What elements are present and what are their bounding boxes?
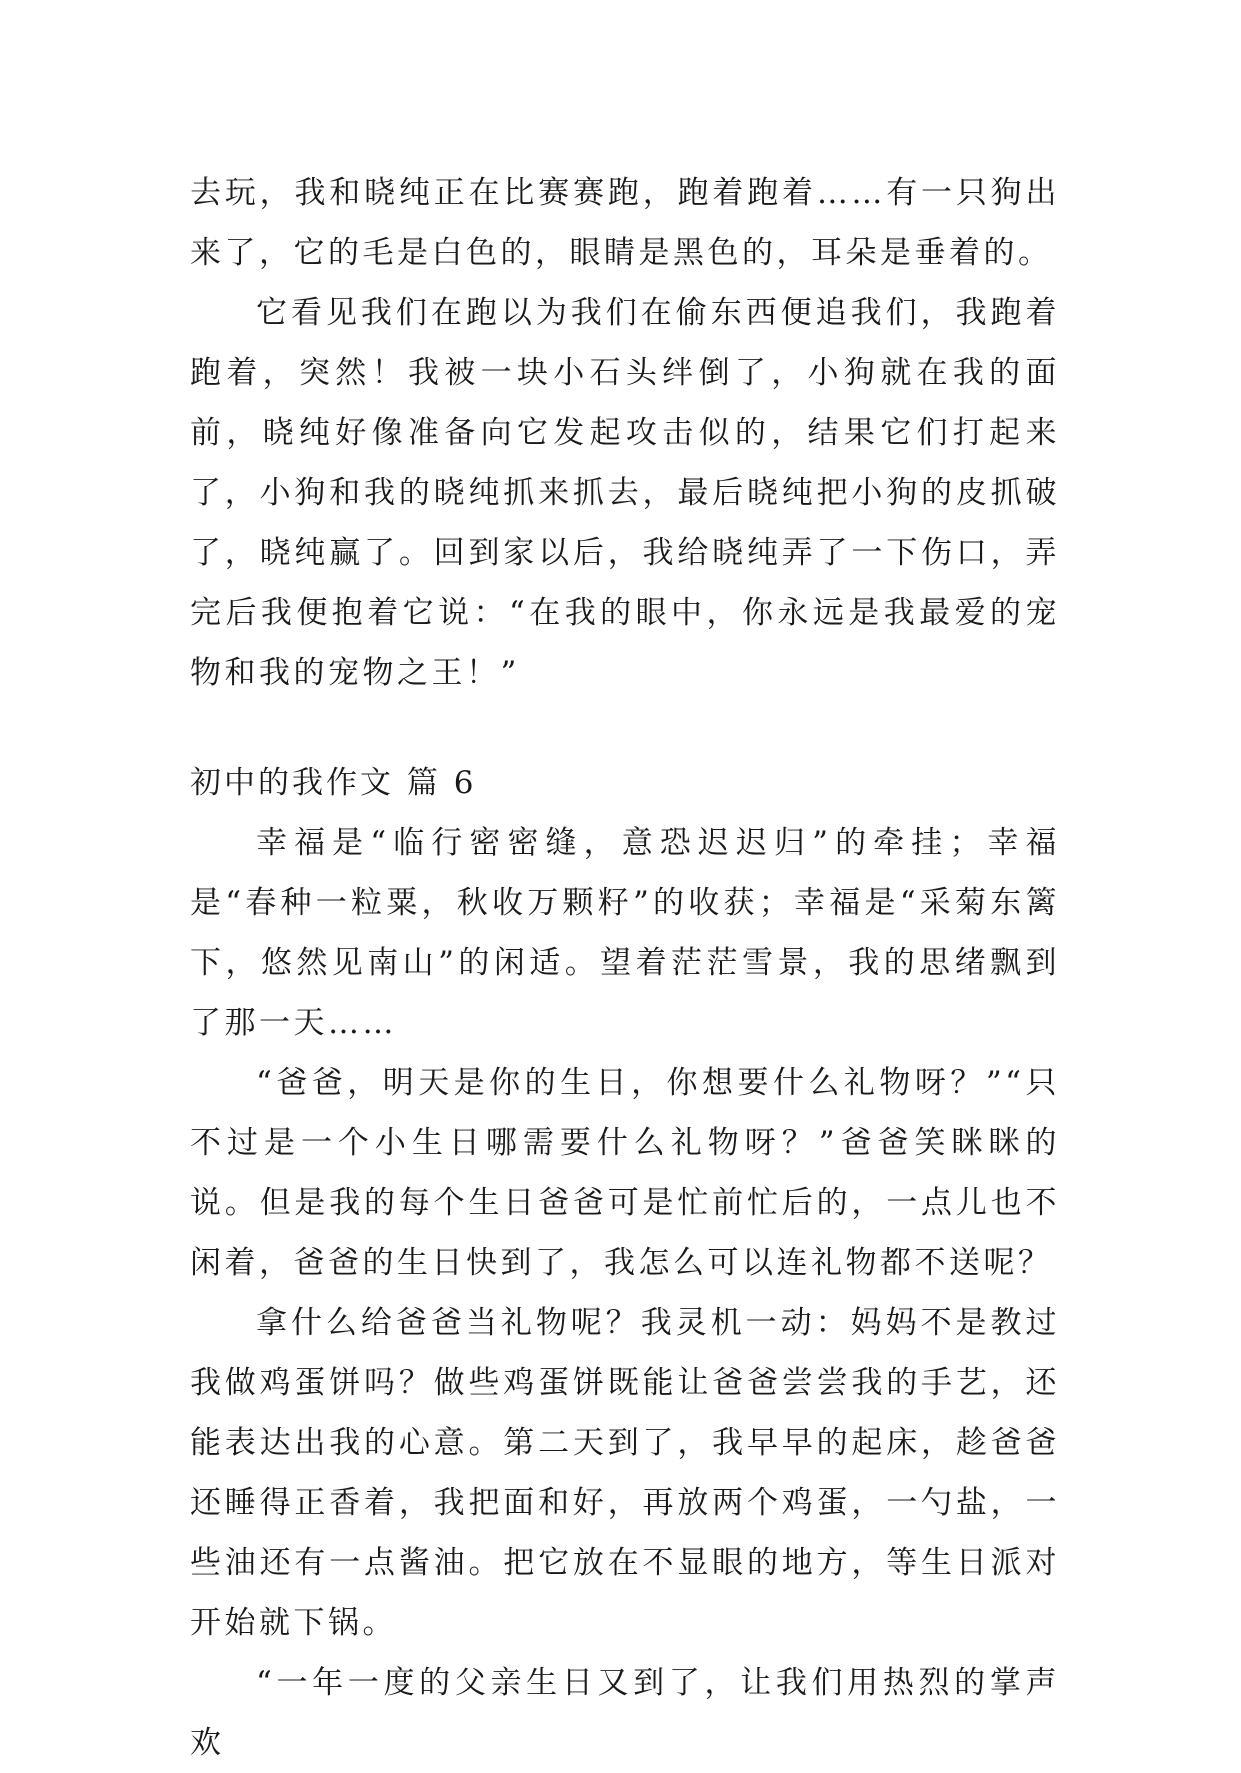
section-heading: 初中的我作文 篇 6	[190, 765, 477, 801]
paragraph-happiness: 幸福是“临行密密缝，意恐迟迟归”的牵挂；幸福是“春种一粒粟，秋收万颗籽”的收获；幸福是“采菊东篱下，悠然见南山”的闲适。望着茫茫雪景，我的思绪飘到了那一天……	[190, 825, 1060, 1041]
paragraph-dog-fight: 它看见我们在跑以为我们在偷东西便追我们，我跑着跑着，突然！我被一块小石头绊倒了，小狗就在我的面前，晓纯好像准备向它发起攻击似的，结果它们打起来了，小狗和我的晓纯抓来抓去，最后晓纯把小狗的皮抓破了，晓纯赢了。回到家以后，我给晓纯弄了一下伤口，弄完后我便抱着它说：“在我的眼中，你永远是我最爱的宠物和我的宠物之王！”	[190, 295, 1060, 691]
document-body	[190, 163, 1060, 1773]
paragraph-egg-cake: 拿什么给爸爸当礼物呢？我灵机一动：妈妈不是教过我做鸡蛋饼吗？做些鸡蛋饼既能让爸爸尝尝我的手艺，还能表达出我的心意。第二天到了，我早早的起床，趁爸爸还睡得正香着，我把面和好，再放两个鸡蛋，一勺盐，一些油还有一点酱油。把它放在不显眼的地方，等生日派对开始就下锅。	[190, 1305, 1060, 1641]
paragraph-dog-encounter: 去玩，我和晓纯正在比赛赛跑，跑着跑着……有一只狗出来了，它的毛是白色的，眼睛是黑色的，耳朵是垂着的。	[190, 175, 1060, 271]
paragraph-birthday-party: “一年一度的父亲生日又到了，让我们用热烈的掌声欢	[190, 1665, 1060, 1761]
paragraph-birthday-question: “爸爸，明天是你的生日，你想要什么礼物呀？”“只不过是一个小生日哪需要什么礼物呀？”爸爸笑眯眯的说。但是我的每个生日爸爸可是忙前忙后的，一点儿也不闲着，爸爸的生日快到了，我怎么可以连礼物都不送呢？	[190, 1065, 1060, 1281]
